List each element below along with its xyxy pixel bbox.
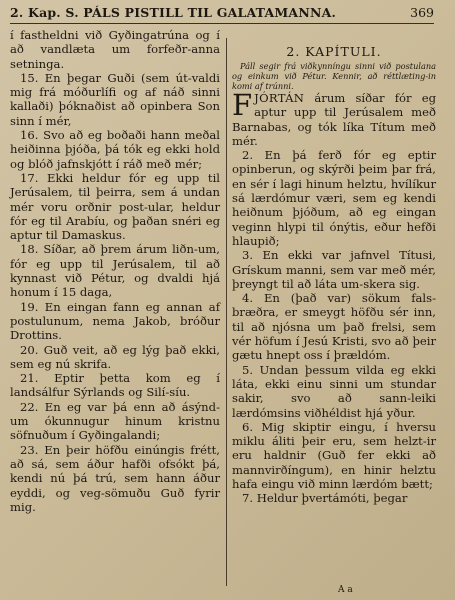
verse-paragraph: 5. Undan þessum vilda eg ekki láta, ekki einu sinni um stundar sakir, svo að sann-leiki lærdómsins viðhéldist hjá yður. [232,362,436,420]
header-rule [10,23,434,24]
printer-signature: A a [338,585,353,595]
verse-paragraph: 19. En eingan fann eg annan af postulunum, nema Jakob, bróður Drottins. [10,299,220,343]
running-title: 2. Kap. S. PÁLS PISTILL TIL GALATAMANNA. [10,5,337,20]
verse-paragraph: 15. En þegar Guði (sem út-valdi mig frá móðurlífi og af náð sinni kallaði) þóknaðist að opinbera Son sinn í mér, [10,70,220,128]
right-column [232,44,436,506]
verse-paragraph: 2. En þá ferð fór eg eptir opinberun, og skýrði þeim þar frá, en sér í lagi hinum helztu, hvílíkur sá lærdómur væri, sem eg kendi heiðnum þjóðum, að eg eingan veginn hlypi til ónýtis, eður hefði hlaupið; [232,148,436,248]
running-header [10,2,434,24]
page-number: 369 [410,5,434,20]
chapter-title: 2. KAPÍTULI. [286,44,382,59]
verse-paragraph: 6. Mig skiptir eingu, í hversu miklu áliti þeir eru, sem helzt-ir eru haldnir (Guð fer ekki að mannvirðíngum), en hinir helztu hafa eingu við minn lærdóm bætt; [232,419,436,492]
verse-paragraph: 16. Svo að eg boðaði hann meðal heiðinna þjóða, þá tók eg ekki hold og blóð jafnskjótt í ráð með mér; [10,128,220,171]
column-divider [226,38,227,586]
verse-paragraph: 4. En (það var) sökum fals-bræðra, er smeygt höfðu sér inn, til að njósna um það frelsi, sem vér höfum í Jesú Kristi, svo að þeir gætu hnept oss í þrældóm. [232,291,436,363]
right-verses [232,88,436,506]
verse-paragraph: 3. En ekki var jafnvel Títusi, Grískum manni, sem var með mér, þreyngt til að láta um-skera sig. [232,248,436,291]
verse-1-dropcap [232,88,436,148]
verse-paragraph: 22. En eg var þá enn að ásýnd-um ókunnugur hinum kristnu söfnuðum í Gyðingalandi; [10,399,220,443]
verse-paragraph: 20. Guð veit, að eg lýg það ekki, sem eg nú skrifa. [10,342,220,371]
verse-paragraph: 21. Eptir þetta kom eg í landsálfur Sýrlands og Silí-síu. [10,371,220,400]
drop-cap-letter: F [232,88,253,122]
verse-paragraph: 17. Ekki heldur fór eg upp til Jerúsalem, til þeirra, sem á undan mér voru orðnir post-ular, heldur fór eg til Arabíu, og þaðan snéri eg aptur til Damaskus. [10,170,220,243]
chapter-summary: Páll segir frá viðkynníngu sinni við postulana og einkum við Pétur. Kennir, að réttlæting-in komi af trúnni. [232,61,436,91]
verse-paragraph: 23. En þeir höfðu einúngis frétt, að sá, sem áður hafði ofsókt þá, kendi nú þá trú, sem hann áður eyddi, og veg-sömuðu Guð fyrir mig. [10,442,220,514]
verse-paragraph: 7. Heldur þvertámóti, þegar [242,491,408,506]
verse-text: árum síðar fór eg aptur upp til Jerúsalem með Barnabas, og tók líka Títum með mér. [232,91,436,148]
left-column [10,28,220,514]
lead-word: JÓRTÁN [254,91,305,105]
verse-paragraph: 18. Síðar, að þrem árum liðn-um, fór eg upp til Jerúsalem, til að kynnast við Pétur, og dvaldi hjá honum í 15 daga, [10,242,220,300]
verse-paragraph: í fastheldni við Gyðingatrúna og í að vandlæta um forfeðr-anna setninga. [10,28,220,71]
